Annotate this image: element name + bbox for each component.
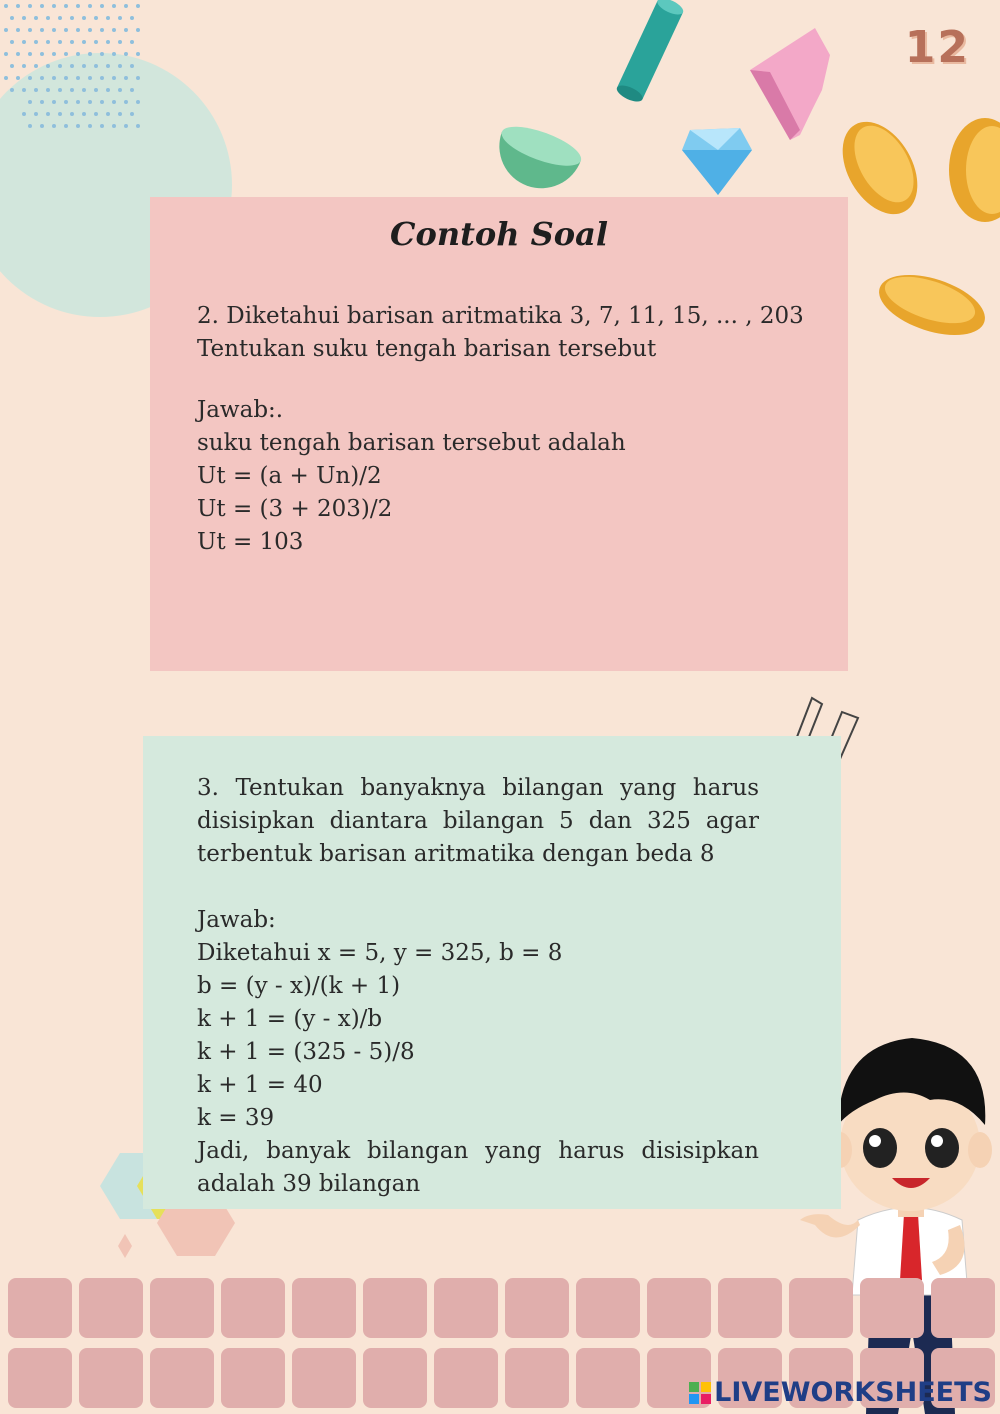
answer-line: k + 1 = 40 <box>197 1072 323 1098</box>
dot <box>70 64 74 68</box>
dot <box>82 88 86 92</box>
tile <box>363 1278 427 1338</box>
hemisphere-shape-icon <box>488 119 586 200</box>
dot <box>46 40 50 44</box>
dot <box>52 4 56 8</box>
answer-3 <box>197 904 759 1201</box>
tile <box>576 1348 640 1408</box>
tile <box>363 1348 427 1408</box>
dot <box>64 124 68 128</box>
dot <box>10 16 14 20</box>
dot <box>112 76 116 80</box>
example-card-2 <box>143 736 841 1209</box>
answer-line: suku tengah barisan tersebut adalah <box>197 430 626 456</box>
dot <box>52 76 56 80</box>
dot <box>100 76 104 80</box>
dot <box>100 124 104 128</box>
dot <box>76 52 80 56</box>
dot <box>100 52 104 56</box>
dot <box>52 124 56 128</box>
dot <box>4 28 8 32</box>
dot <box>124 124 128 128</box>
tile <box>150 1348 214 1408</box>
dot <box>94 112 98 116</box>
tile <box>221 1278 285 1338</box>
dot <box>106 16 110 20</box>
dot <box>40 100 44 104</box>
tile <box>8 1278 72 1338</box>
answer-line: Jawab:. <box>197 397 284 423</box>
dot <box>94 16 98 20</box>
dot <box>124 100 128 104</box>
dot <box>52 28 56 32</box>
dot <box>28 52 32 56</box>
dot <box>100 28 104 32</box>
dot <box>58 88 62 92</box>
dot <box>88 28 92 32</box>
answer-line: k = 39 <box>197 1105 275 1131</box>
diamond-shape-icon <box>682 128 752 195</box>
dot <box>40 4 44 8</box>
dot <box>58 64 62 68</box>
tile <box>79 1348 143 1408</box>
dot <box>118 112 122 116</box>
dot <box>34 40 38 44</box>
dot <box>136 100 140 104</box>
coin-icon <box>949 118 1000 222</box>
watermark-text: LIVEWORKSHEETS <box>714 1377 992 1408</box>
dot <box>100 100 104 104</box>
dot <box>124 28 128 32</box>
question-line: 2. Diketahui barisan aritmatika 3, 7, 11, 15, ... , 203 <box>197 303 804 329</box>
dot <box>16 52 20 56</box>
dot <box>76 124 80 128</box>
dot <box>88 76 92 80</box>
dot <box>22 64 26 68</box>
dot <box>40 76 44 80</box>
tile <box>647 1278 711 1338</box>
dot <box>82 16 86 20</box>
dot <box>58 16 62 20</box>
dot <box>64 76 68 80</box>
dot <box>64 52 68 56</box>
dot <box>16 4 20 8</box>
answer-line: k + 1 = (325 - 5)/8 <box>197 1039 415 1065</box>
dot <box>58 112 62 116</box>
answer-line: Diketahui x = 5, y = 325, b = 8 <box>197 940 563 966</box>
dot <box>130 88 134 92</box>
tile <box>292 1278 356 1338</box>
dot <box>70 16 74 20</box>
tile <box>576 1278 640 1338</box>
dot <box>40 52 44 56</box>
page-number: 12 <box>904 22 970 73</box>
dot <box>64 100 68 104</box>
dot <box>106 64 110 68</box>
dot <box>76 100 80 104</box>
dot <box>136 4 140 8</box>
tile <box>434 1348 498 1408</box>
dot <box>10 88 14 92</box>
coin-icon <box>872 263 993 346</box>
dot <box>40 124 44 128</box>
tile <box>221 1348 285 1408</box>
dot <box>124 76 128 80</box>
dot <box>118 64 122 68</box>
dot <box>88 100 92 104</box>
dot <box>46 112 50 116</box>
tile <box>860 1278 924 1338</box>
dot <box>4 52 8 56</box>
dot <box>64 28 68 32</box>
tile <box>292 1348 356 1408</box>
dot <box>76 28 80 32</box>
tile <box>931 1278 995 1338</box>
tile <box>789 1278 853 1338</box>
answer-line: Ut = 103 <box>197 529 304 555</box>
dot <box>94 88 98 92</box>
dot <box>28 124 32 128</box>
dot <box>106 88 110 92</box>
liveworksheets-logo-icon <box>688 1381 712 1405</box>
dot <box>136 52 140 56</box>
cylinder-shape-icon <box>614 0 685 105</box>
dot <box>70 88 74 92</box>
conclusion: Jadi, banyak bilangan yang harus disisipkan adalah 39 bilangan <box>197 1138 759 1197</box>
dot <box>16 28 20 32</box>
example-card-1 <box>150 197 848 671</box>
dot <box>28 28 32 32</box>
dot <box>46 16 50 20</box>
dot <box>4 76 8 80</box>
dot <box>46 64 50 68</box>
dot <box>118 88 122 92</box>
dot <box>106 40 110 44</box>
dot <box>52 100 56 104</box>
dot <box>118 40 122 44</box>
dot <box>112 52 116 56</box>
dot <box>76 76 80 80</box>
answer-line: k + 1 = (y - x)/b <box>197 1006 383 1032</box>
dot <box>82 64 86 68</box>
dot <box>118 16 122 20</box>
dot <box>100 4 104 8</box>
tile <box>434 1278 498 1338</box>
dot <box>52 52 56 56</box>
dot <box>130 16 134 20</box>
dot <box>4 4 8 8</box>
question-2 <box>197 300 804 366</box>
liveworksheets-watermark <box>688 1377 992 1408</box>
tile <box>505 1278 569 1338</box>
dot <box>16 76 20 80</box>
dot <box>136 124 140 128</box>
dot <box>82 40 86 44</box>
dot <box>112 28 116 32</box>
dot <box>34 64 38 68</box>
dot <box>88 124 92 128</box>
dot <box>46 88 50 92</box>
dot <box>22 88 26 92</box>
dot <box>130 112 134 116</box>
answer-line: Ut = (a + Un)/2 <box>197 463 382 489</box>
tile <box>150 1278 214 1338</box>
dot <box>34 88 38 92</box>
answer-line: b = (y - x)/(k + 1) <box>197 973 401 999</box>
answer-line: Jawab: <box>197 907 276 933</box>
dot <box>70 112 74 116</box>
dot <box>112 4 116 8</box>
tile <box>718 1278 782 1338</box>
question-3: 3. Tentukan banyaknya bilangan yang harus disisipkan diantara bilangan 5 dan 325 agar terbentuk barisan aritmatika dengan beda 8 <box>197 775 759 867</box>
dot <box>112 124 116 128</box>
dot <box>94 40 98 44</box>
dot <box>22 16 26 20</box>
dot <box>124 52 128 56</box>
dot <box>64 4 68 8</box>
dot <box>40 28 44 32</box>
dot <box>124 4 128 8</box>
dot <box>82 112 86 116</box>
dot <box>34 16 38 20</box>
dot <box>70 40 74 44</box>
answer-2 <box>197 394 797 559</box>
dot <box>28 100 32 104</box>
answer-line: Ut = (3 + 203)/2 <box>197 496 393 522</box>
dot <box>130 40 134 44</box>
dot <box>10 40 14 44</box>
dot <box>28 76 32 80</box>
dot <box>22 40 26 44</box>
tile <box>79 1278 143 1338</box>
stair-prism-shape-icon <box>750 28 830 140</box>
dot <box>58 40 62 44</box>
tile <box>8 1348 72 1408</box>
dot <box>22 112 26 116</box>
dot <box>136 76 140 80</box>
dot <box>136 28 140 32</box>
dot <box>130 64 134 68</box>
tile <box>505 1348 569 1408</box>
dot <box>76 4 80 8</box>
question-line: Tentukan suku tengah barisan tersebut <box>197 336 657 362</box>
dot <box>112 100 116 104</box>
dot <box>28 4 32 8</box>
card-title: Contoh Soal <box>390 215 608 253</box>
dot <box>106 112 110 116</box>
dot <box>88 4 92 8</box>
dot <box>34 112 38 116</box>
dot <box>10 64 14 68</box>
dot <box>88 52 92 56</box>
dot <box>94 64 98 68</box>
